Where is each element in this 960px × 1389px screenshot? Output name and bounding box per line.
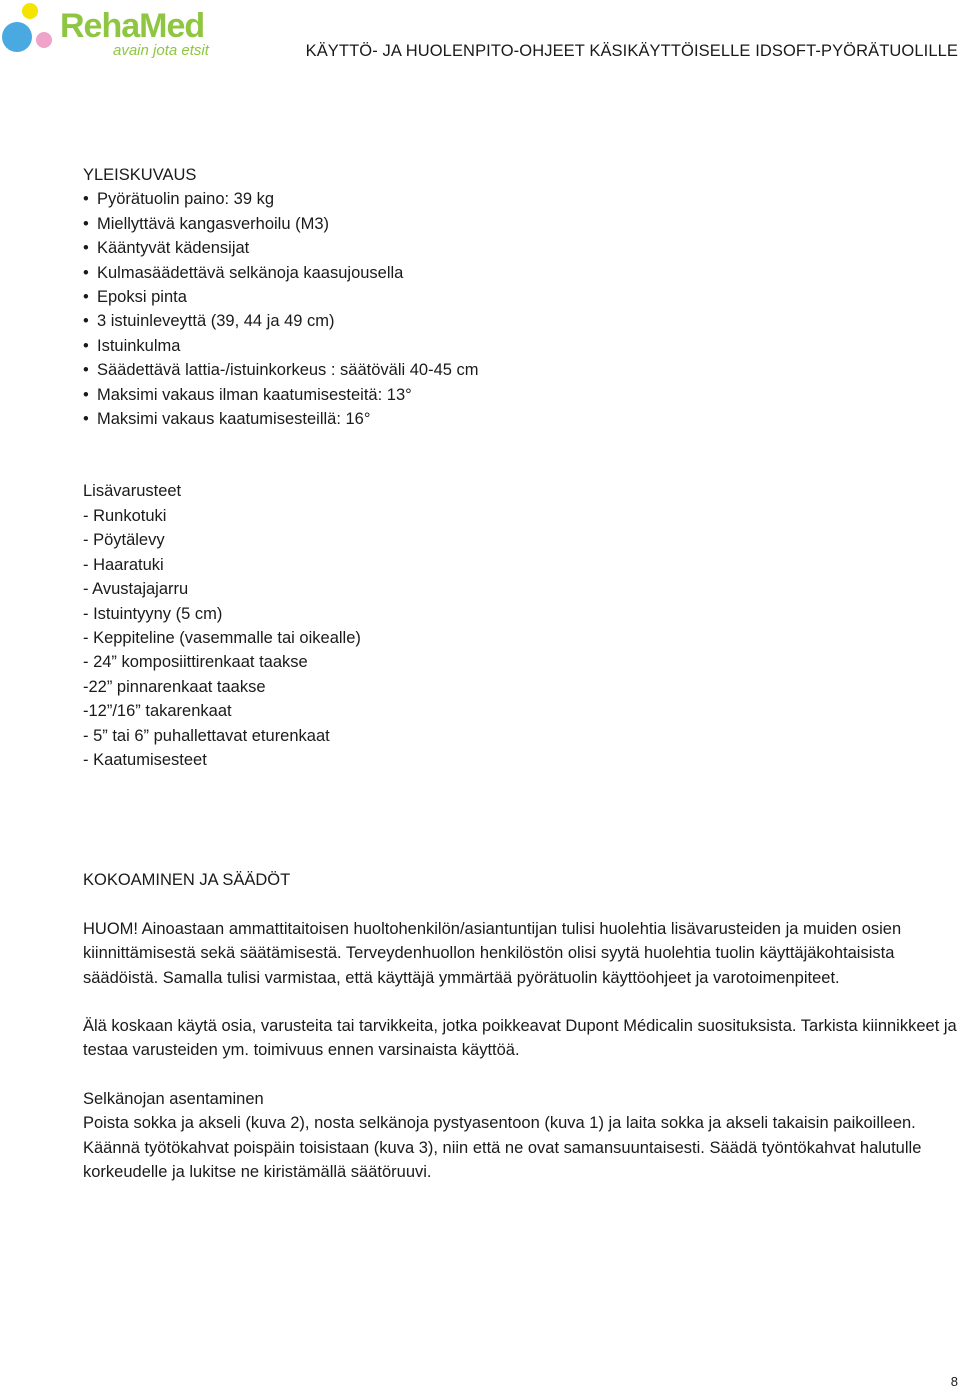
overview-list <box>83 187 958 431</box>
overview-item: • Istuinkulma <box>83 334 958 358</box>
accessory-item: - 24” komposiittirenkaat taakse <box>83 653 308 672</box>
overview-item: • Epoksi pinta <box>83 285 958 309</box>
assembly-note: HUOM! Ainoastaan ammattitaitoisen huoltohenkilön/asiantuntijan tulisi huolehtia lisävarusteiden ja muiden osien kiinnittämisestä sekä säätämisestä. Terveydenhuollon henkilöstön olisi syytä huolehtia tuolin käyttäjäkohtaisista säädöistä. Samalla tulisi varmistaa, että käyttäjä ymmärtää pyörätuolin käyttöohjeet ja varotoimenpiteet. <box>83 919 902 987</box>
accessory-item: - Runkotuki <box>83 506 167 525</box>
accessory-item: - 5” tai 6” puhallettavat eturenkaat <box>83 726 330 745</box>
accessory-item: - Keppiteline (vasemmalle tai oikealle) <box>83 628 361 647</box>
backrest-instructions: Poista sokka ja akseli (kuva 2), nosta selkänoja pystyasentoon (kuva 1) ja laita sokka ja akseli takaisin paikoilleen. Käännä työtökahvat poispäin toisistaan (kuva 3), niin että ne ovat samansuuntaisesti. Säädä työntökahvat halutulle korkeudelle ja lukitse ne kiristämällä säätöruuvi. <box>83 1114 922 1181</box>
accessories-list <box>83 504 958 772</box>
logo-wordmark: RehaMed <box>60 7 205 45</box>
accessory-item: - Istuintyyny (5 cm) <box>83 604 223 623</box>
overview-item: • Pyörätuolin paino: 39 kg <box>83 187 958 211</box>
document-header-title: KÄYTTÖ- JA HUOLENPITO-OHJEET KÄSIKÄYTTÖISELLE IDSOFT-PYÖRÄTUOLILLE <box>305 42 958 60</box>
accessory-item: - Avustajajarru <box>83 580 189 599</box>
overview-item: • Maksimi vakaus kaatumisesteillä: 16° <box>83 407 958 431</box>
overview-item: • Miellyttävä kangasverhoilu (M3) <box>83 212 958 236</box>
accessory-item: - Pöytälevy <box>83 531 165 550</box>
backrest-heading: Selkänojan asentaminen <box>83 1089 264 1108</box>
overview-item: • Maksimi vakaus ilman kaatumisesteitä: 13° <box>83 383 958 407</box>
overview-item: • Säädettävä lattia-/istuinkorkeus : säätöväli 40-45 cm <box>83 358 958 382</box>
accessories-heading: Lisävarusteet <box>83 482 182 501</box>
assembly-heading: KOKOAMINEN JA SÄÄDÖT <box>83 871 291 890</box>
overview-item: • Kulmasäädettävä selkänoja kaasujousella <box>83 261 958 285</box>
logo-tagline: avain jota etsit <box>113 42 209 59</box>
page-number: 8 <box>950 1374 958 1389</box>
accessory-item: -12”/16” takarenkaat <box>83 702 232 721</box>
rehamed-logo <box>0 0 230 64</box>
document-body <box>83 163 958 1184</box>
accessory-item: -22” pinnarenkaat taakse <box>83 677 266 696</box>
overview-heading: YLEISKUVAUS <box>83 166 197 184</box>
accessory-item: - Haaratuki <box>83 555 164 574</box>
overview-item: • Kääntyvät kädensijat <box>83 236 958 260</box>
overview-item: • 3 istuinleveyttä (39, 44 ja 49 cm) <box>83 309 958 333</box>
logo-dots-icon <box>0 0 60 60</box>
assembly-warning: Älä koskaan käytä osia, varusteita tai tarvikkeita, jotka poikkeavat Dupont Médicalin suosituksista. Tarkista kiinnikkeet ja testaa varusteiden ym. toimivuus ennen varsinaista käyttöä. <box>83 1016 957 1060</box>
accessory-item: - Kaatumisesteet <box>83 750 207 769</box>
